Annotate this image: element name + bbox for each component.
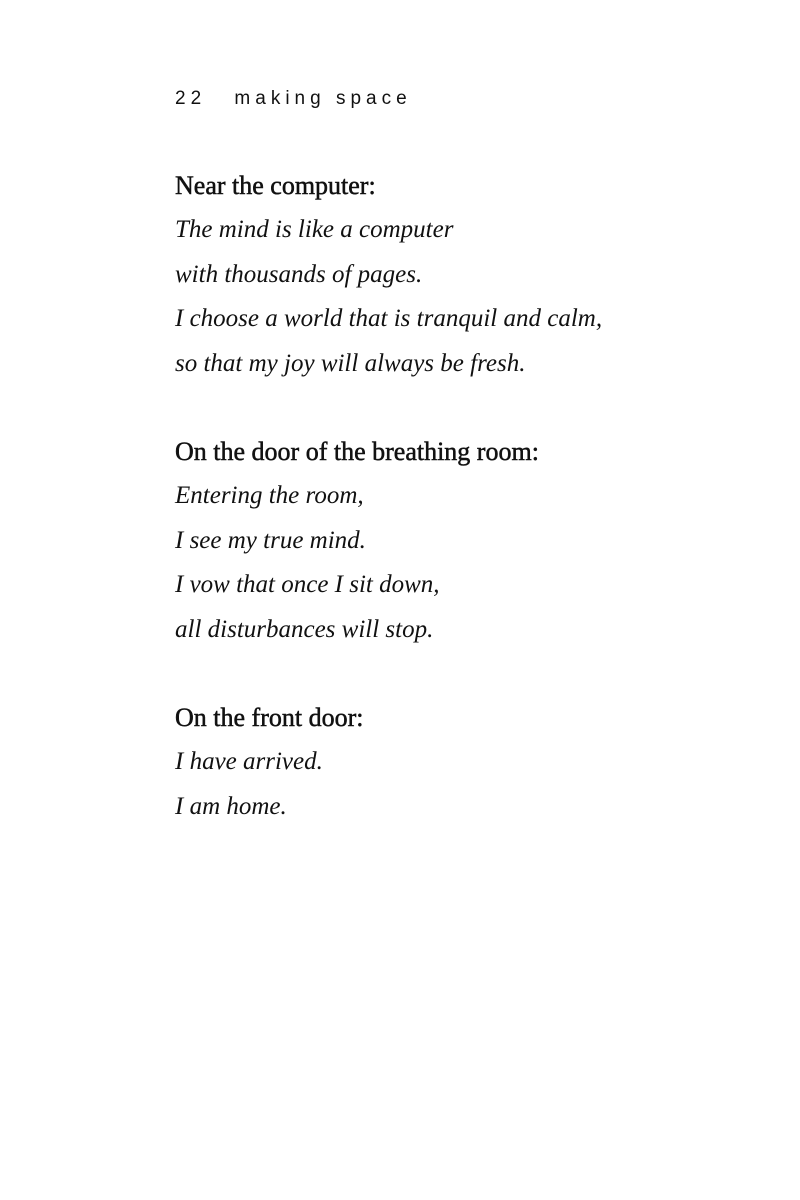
- verse-line: I am home.: [175, 792, 287, 820]
- verse-line: The mind is like a computer: [175, 216, 454, 243]
- section-heading: Near the computer:: [175, 171, 376, 200]
- section-breathing-room-door: [175, 430, 735, 652]
- running-title: making space: [234, 88, 412, 109]
- section-heading: On the front door:: [175, 703, 364, 732]
- section-front-door: [175, 696, 735, 829]
- verse-line: I have arrived.: [175, 748, 323, 775]
- verse-line: with thousands of pages.: [175, 260, 423, 288]
- running-header: [175, 88, 412, 110]
- verse-line: I choose a world that is tranquil and calm,: [175, 305, 603, 332]
- verse-line: all disturbances will stop.: [175, 615, 434, 643]
- section-near-computer: [175, 164, 735, 386]
- verse-line: I vow that once I sit down,: [175, 571, 440, 598]
- section-heading: On the door of the breathing room:: [175, 437, 539, 466]
- verse-line: I see my true mind.: [175, 526, 366, 554]
- verse-line: Entering the room,: [175, 482, 364, 509]
- page-number: 22: [175, 88, 207, 109]
- verse-line: so that my joy will always be fresh.: [175, 349, 526, 377]
- verse-sections: [175, 164, 735, 873]
